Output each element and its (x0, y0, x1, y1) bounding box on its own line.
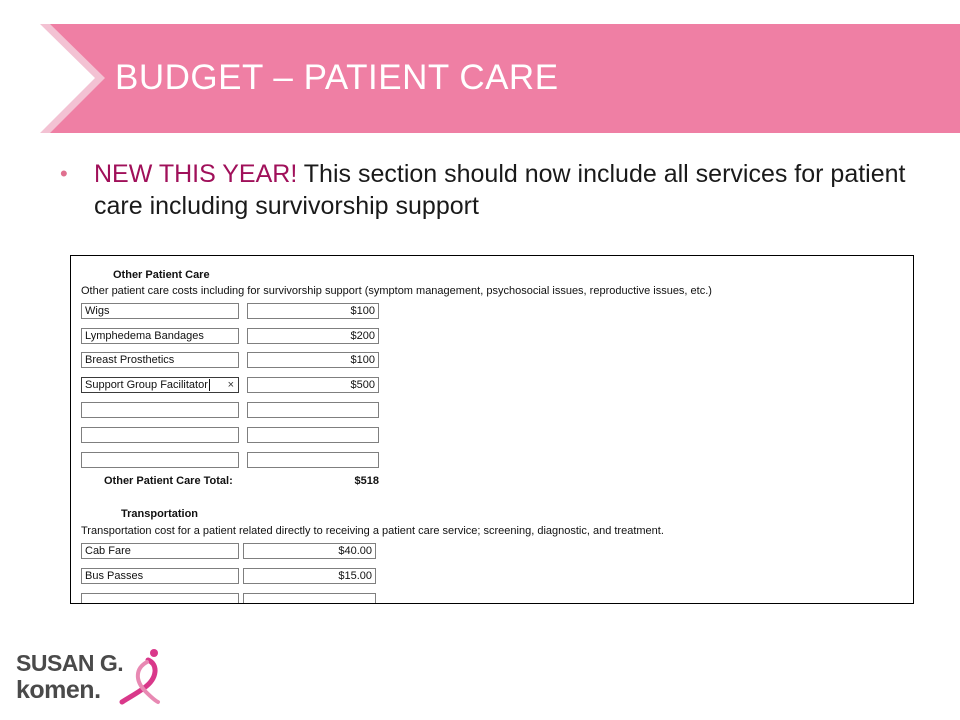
clear-icon[interactable]: × (227, 379, 234, 391)
pink-ribbon-icon (114, 644, 174, 706)
opc-item-field-4[interactable] (81, 377, 239, 393)
title-banner (0, 0, 960, 140)
opc-total-value: $518 (354, 475, 379, 487)
other-patient-care-description: Other patient care costs including for survivorship support (symptom management, psychosocial issues, reproductive issues, etc.) (81, 285, 712, 297)
bullet-text (94, 158, 920, 222)
bullet-icon: • (60, 161, 68, 186)
opc-amount-field-3[interactable]: $100 (247, 352, 379, 368)
opc-item-field-4-value: Support Group Facilitator (85, 379, 208, 391)
transport-amount-field-1[interactable]: $40.00 (243, 543, 376, 559)
opc-amount-field-2[interactable]: $200 (247, 328, 379, 344)
opc-item-field-6[interactable] (81, 427, 239, 443)
transport-item-field-2[interactable]: Bus Passes (81, 568, 239, 584)
slide-title: BUDGET – PATIENT CARE (115, 58, 559, 97)
logo-line-1: SUSAN G. (16, 650, 124, 676)
opc-item-field-1[interactable]: Wigs (81, 303, 239, 319)
opc-item-field-5[interactable] (81, 402, 239, 418)
transportation-heading: Transportation (121, 508, 199, 520)
opc-amount-field-4[interactable]: $500 (247, 377, 379, 393)
transport-item-field-3[interactable] (81, 593, 239, 604)
transport-amount-field-2[interactable]: $15.00 (243, 568, 376, 584)
opc-item-field-7[interactable] (81, 452, 239, 468)
text-caret (209, 379, 210, 391)
logo-line-2: komen. (16, 676, 101, 704)
form-screenshot (70, 255, 914, 604)
opc-amount-field-7[interactable] (247, 452, 379, 468)
transport-item-field-1[interactable]: Cab Fare (81, 543, 239, 559)
bullet-body: This section should now include all services for patient care including survivorship support (94, 160, 906, 220)
opc-item-field-2[interactable]: Lymphedema Bandages (81, 328, 239, 344)
other-patient-care-heading: Other Patient Care (113, 269, 210, 281)
opc-total-label: Other Patient Care Total: (104, 475, 233, 487)
opc-item-field-3[interactable]: Breast Prosthetics (81, 352, 239, 368)
opc-amount-field-1[interactable]: $100 (247, 303, 379, 319)
opc-amount-field-6[interactable] (247, 427, 379, 443)
bullet-highlight: NEW THIS YEAR! (94, 160, 298, 188)
bullet-point (60, 158, 920, 222)
opc-amount-field-5[interactable] (247, 402, 379, 418)
transport-amount-field-3[interactable] (243, 593, 376, 604)
susan-g-komen-logo (16, 644, 166, 706)
transportation-description: Transportation cost for a patient related directly to receiving a patient care service; screening, diagnostic, and treatment. (81, 525, 664, 537)
